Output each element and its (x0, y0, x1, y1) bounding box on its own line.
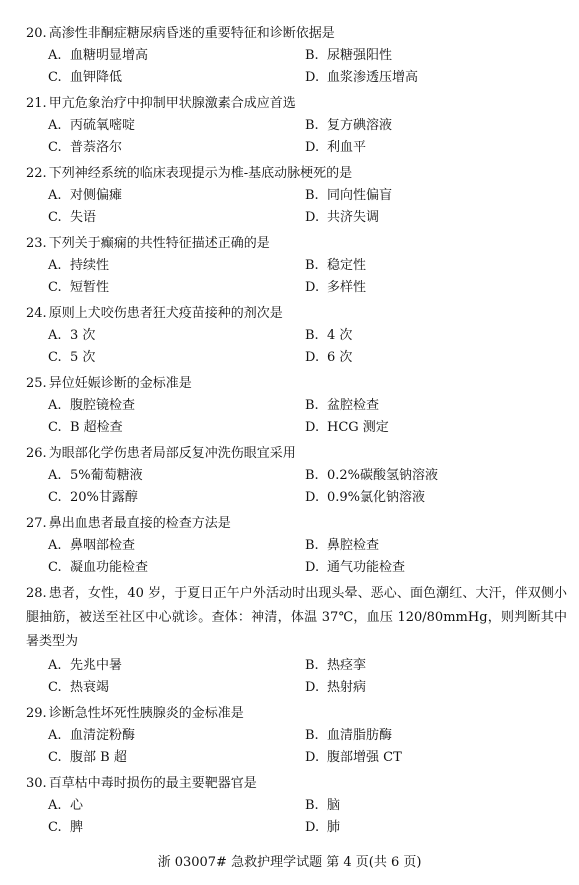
question-text: 异位妊娠诊断的金标准是 (48, 376, 192, 391)
option-c: C. B 超检查 (48, 420, 123, 435)
question-text: 下列关于癫痫的共性特征描述正确的是 (48, 236, 270, 251)
option-c: C. 5 次 (48, 350, 96, 365)
question-stem (26, 442, 567, 466)
option-d: D. 0.9%氯化钠溶液 (305, 490, 426, 505)
option-a: A. 丙硫氧嘧啶 (48, 118, 136, 133)
question-text: 甲亢危象治疗中抑制甲状腺激素合成应首选 (48, 96, 296, 111)
question-stem (26, 372, 567, 396)
option-b: B. 尿糖强阳性 (305, 48, 393, 63)
option-b: B. 复方碘溶液 (305, 118, 393, 133)
question-text: 鼻出血患者最直接的检查方法是 (48, 516, 231, 531)
option-d: D. 多样性 (305, 280, 367, 295)
option-a: A. 心 (48, 798, 84, 813)
question-text: 为眼部化学伤患者局部反复冲洗伤眼宜采用 (48, 446, 296, 461)
option-b: B. 盆腔检查 (305, 398, 380, 413)
option-c: C. 血钾降低 (48, 70, 123, 85)
question-number: 28. (26, 586, 47, 601)
question-number: 21. (26, 96, 47, 111)
question-number: 25. (26, 376, 47, 391)
question-stem (26, 92, 567, 116)
option-c: C. 20%甘露醇 (48, 490, 138, 505)
question-number: 29. (26, 706, 47, 721)
question-text: 下列神经系统的临床表现提示为椎-基底动脉梗死的是 (48, 166, 353, 181)
option-c: C. 失语 (48, 210, 97, 225)
option-b: B. 同向性偏盲 (305, 188, 393, 203)
option-b: B. 热痉挛 (305, 658, 367, 673)
page-footer: 浙 03007# 急救护理学试题 第 4 页(共 6 页) (157, 855, 422, 870)
question-text: 诊断急性坏死性胰腺炎的金标准是 (48, 706, 244, 721)
option-d: D. HCG 测定 (305, 420, 389, 435)
option-d: D. 利血平 (305, 140, 367, 155)
option-d: D. 热射病 (305, 680, 367, 695)
question-stem (26, 702, 567, 726)
option-c: C. 脾 (48, 820, 84, 835)
question-text: 原则上犬咬伤患者狂犬疫苗接种的剂次是 (48, 306, 283, 321)
option-d: D. 腹部增强 CT (305, 750, 402, 765)
question-number: 20. (26, 26, 47, 41)
option-d: D. 肺 (305, 820, 341, 835)
question-stem (26, 302, 567, 326)
question-text: 患者，女性，40 岁，于夏日正午户外活动时出现头晕、恶心、面色潮红、大汗，伴双侧小腿抽筋，被送至社区中心就诊。查体：神清，体温 37℃，血压 120/80mmHg，则判断其中暑类型为 (26, 586, 567, 649)
option-c: C. 凝血功能检查 (48, 560, 149, 575)
question-number: 27. (26, 516, 47, 531)
option-a: A. 先兆中暑 (48, 658, 123, 673)
question-number: 22. (26, 166, 47, 181)
question-number: 24. (26, 306, 47, 321)
question-text: 高渗性非酮症糖尿病昏迷的重要特征和诊断依据是 (48, 26, 335, 41)
question-text: 百草枯中毒时损伤的最主要靶器官是 (48, 776, 257, 791)
option-a: A. 5%葡萄糖液 (48, 468, 143, 483)
option-d: D. 共济失调 (305, 210, 380, 225)
option-a: A. 持续性 (48, 258, 110, 273)
question-stem (26, 512, 567, 536)
question-number: 30. (26, 776, 47, 791)
option-a: A. 鼻咽部检查 (48, 538, 136, 553)
option-c: C. 短暂性 (48, 280, 110, 295)
option-c: C. 热衰竭 (48, 680, 110, 695)
option-a: A. 血清淀粉酶 (48, 728, 136, 743)
option-b: B. 鼻腔检查 (305, 538, 380, 553)
question-stem (26, 772, 567, 796)
option-a: A. 3 次 (48, 328, 96, 343)
option-a: A. 腹腔镜检查 (48, 398, 136, 413)
option-d: D. 6 次 (305, 350, 353, 365)
question-number: 26. (26, 446, 47, 461)
question-stem (26, 582, 567, 654)
question-stem (26, 232, 567, 256)
option-c: C. 腹部 B 超 (48, 750, 127, 765)
option-b: B. 0.2%碳酸氢钠溶液 (305, 468, 439, 483)
question-stem (26, 22, 567, 46)
question-stem (26, 162, 567, 186)
option-c: C. 普萘洛尔 (48, 140, 123, 155)
question-number: 23. (26, 236, 47, 251)
option-b: B. 稳定性 (305, 258, 367, 273)
option-b: B. 脑 (305, 798, 341, 813)
option-a: A. 对侧偏瘫 (48, 188, 123, 203)
option-a: A. 血糖明显增高 (48, 48, 149, 63)
option-d: D. 通气功能检查 (305, 560, 406, 575)
option-b: B. 4 次 (305, 328, 353, 343)
option-b: B. 血清脂肪酶 (305, 728, 393, 743)
option-d: D. 血浆渗透压增高 (305, 70, 419, 85)
